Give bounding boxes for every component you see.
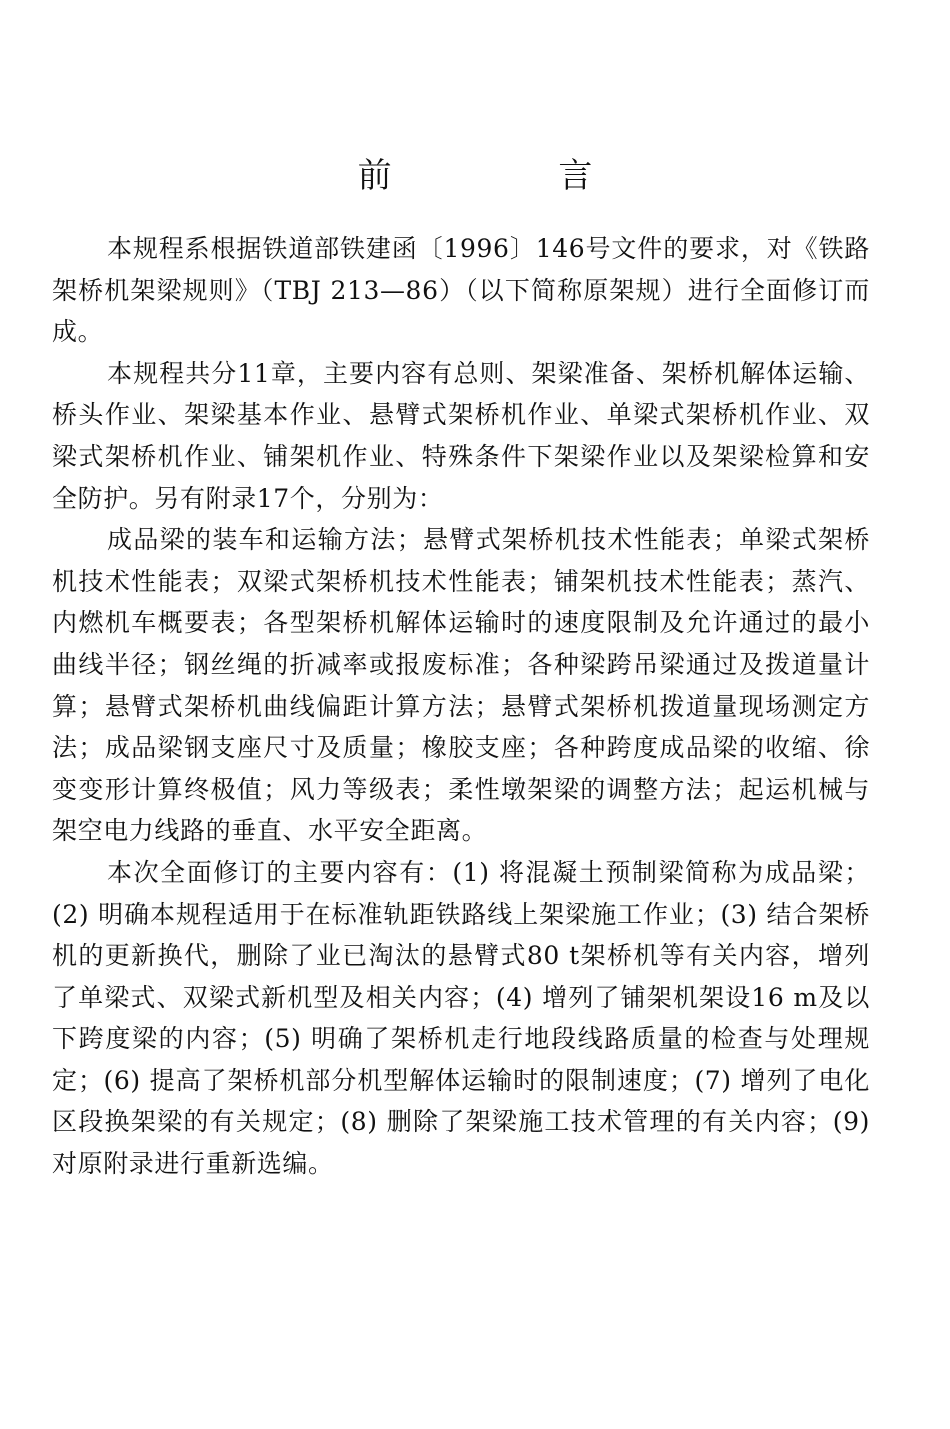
paragraph-revision-basis: 本规程系根据铁道部铁建函〔1996〕146号文件的要求，对《铁路架桥机架梁规则》（TBJ 213—86）（以下简称原架规）进行全面修订而成。	[52, 234, 870, 347]
page-title: 前 言	[357, 156, 671, 196]
paragraph-appendix-list: 成品梁的装车和运输方法；悬臂式架桥机技术性能表；单梁式架桥机技术性能表；双梁式架桥机技术性能表；铺架机技术性能表；蒸汽、内燃机车概要表；各型架桥机解体运输时的速度限制及允许通过的最小曲线半径；钢丝绳的折减率或报废标准；各种梁跨吊梁通过及拨道量计算；悬臂式架桥机曲线偏距计算方法；悬臂式架桥机拨道量现场测定方法；成品梁钢支座尺寸及质量；橡胶支座；各种跨度成品梁的收缩、徐变变形计算终极值；风力等级表；柔性墩架梁的调整方法；起运机械与架空电力线路的垂直、水平安全距离。	[52, 525, 870, 846]
preface-body	[52, 228, 870, 1185]
paragraph-revision-contents: 本次全面修订的主要内容有：(1) 将混凝土预制梁简称为成品梁；(2) 明确本规程适用于在标准轨距铁路线上架梁施工作业；(3) 结合架桥机的更新换代，删除了业已淘汰的悬臂式80 t架桥机等有关内容，增列了单梁式、双梁式新机型及相关内容；(4) 增列了铺架机架设16 m及以下跨度梁的内容；(5) 明确了架桥机走行地段线路质量的检查与处理规定；(6) 提高了架桥机部分机型解体运输时的限制速度；(7) 增列了电化区段换架梁的有关规定；(8) 删除了架梁施工技术管理的有关内容；(9) 对原附录进行重新选编。	[52, 857, 870, 1179]
paragraph-chapter-overview: 本规程共分11章，主要内容有总则、架梁准备、架桥机解体运输、桥头作业、架梁基本作业、悬臂式架桥机作业、单梁式架桥机作业、双梁式架桥机作业、铺架机作业、特殊条件下架梁作业以及架梁检算和安全防护。另有附录17个，分别为：	[52, 358, 870, 513]
